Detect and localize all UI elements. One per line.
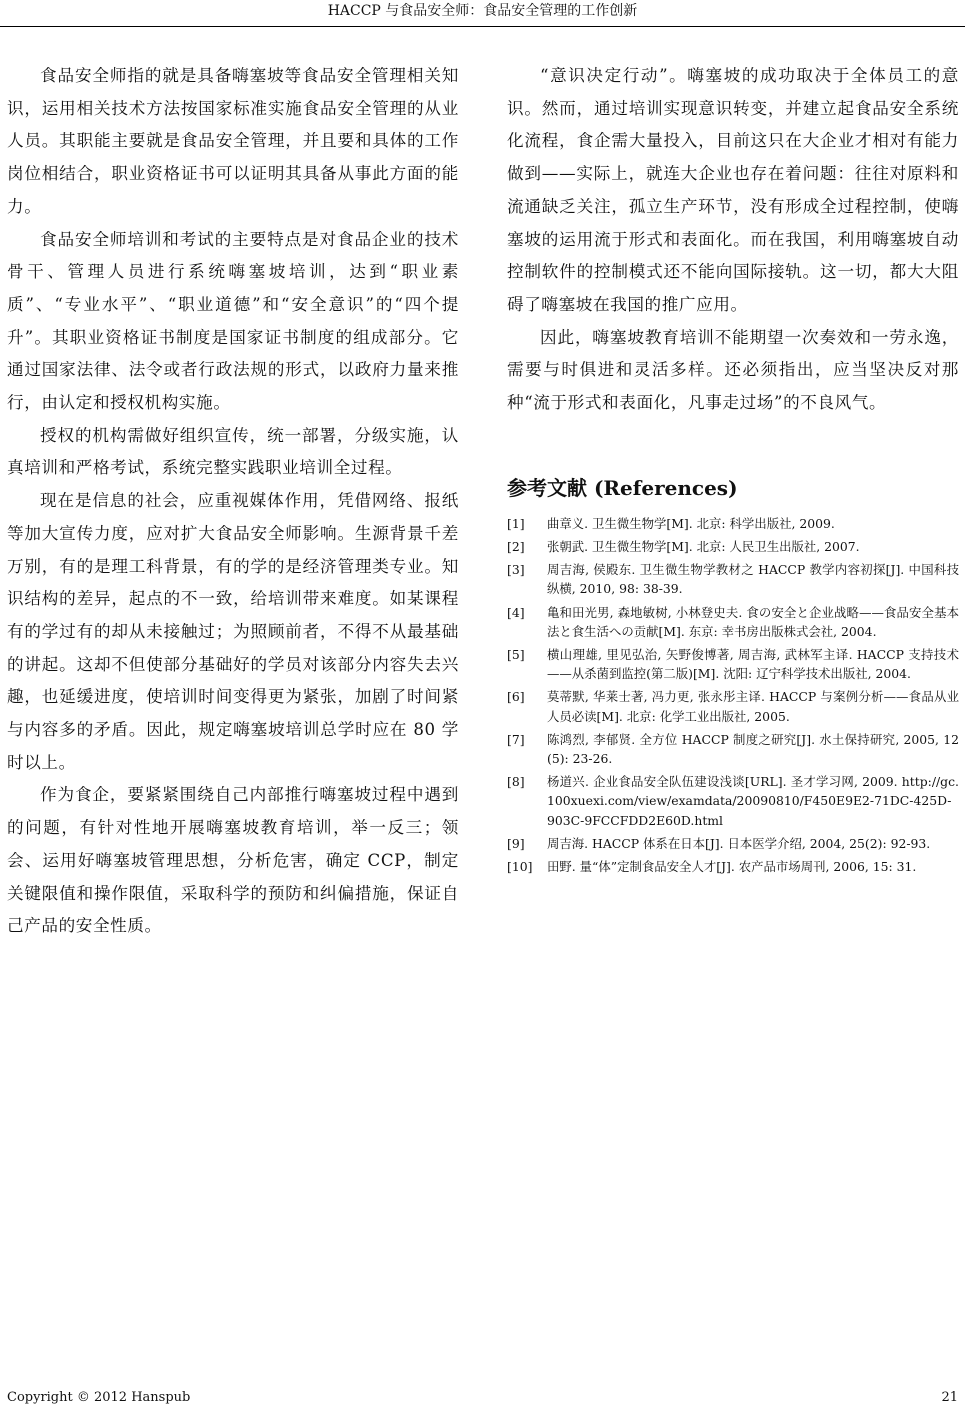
reference-number: [1]: [507, 515, 525, 531]
header-title: HACCP 与食品安全师：食品安全管理的工作创新: [327, 3, 638, 19]
reference-text: 张朝武. 卫生微生物学[M]. 北京: 人民卫生出版社, 2007.: [547, 538, 860, 554]
reference-text: 田野. 量“体”定制食品安全人才[J]. 农产品市场周刊, 2006, 15: 31.: [547, 858, 917, 874]
reference-number: [2]: [507, 538, 525, 554]
reference-item: [507, 645, 959, 683]
reference-item: [507, 730, 959, 768]
reference-item: [507, 834, 959, 853]
reference-item: [507, 537, 959, 556]
paragraph: 食品安全师指的就是具备嗨塞坡等食品安全管理相关知识，运用相关技术方法按国家标准实施食品安全管理的从业人员。其职能主要就是食品安全管理，并且要和具体的工作岗位相结合，职业资格证书可以证明其具备从事此方面的能力。: [7, 66, 459, 216]
reference-number: [7]: [507, 731, 525, 747]
reference-number: [10]: [507, 858, 533, 874]
left-column: [7, 60, 459, 943]
right-column: [507, 60, 959, 880]
reference-number: [8]: [507, 774, 525, 790]
reference-text: 横山理雄, 里见弘治, 矢野俊博著, 周吉海, 武林军主译. HACCP 支持技术——从杀菌到监控(第二版)[M]. 沈阳: 辽宁科学技术出版社, 2004.: [547, 646, 959, 682]
paragraph: “意识决定行动”。嗨塞坡的成功取决于全体员工的意识。然而，通过培训实现意识转变，并建立起食品安全系统化流程，食企需大量投入，目前这只在大企业才相对有能力做到——实际上，就连大企业也存在着问题：往往对原料和流通缺乏关注，孤立生产环节，没有形成全过程控制，使嗨塞坡的运用流于形式和表面化。而在我国，利用嗨塞坡自动控制软件的控制模式还不能向国际接轨。这一切，都大大阻碍了嗨塞坡在我国的推广应用。: [507, 66, 959, 314]
reference-number: [4]: [507, 604, 525, 620]
reference-number: [3]: [507, 562, 525, 578]
reference-text: 曲章义. 卫生微生物学[M]. 北京: 科学出版社, 2009.: [547, 515, 835, 531]
reference-text: 周吉海. HACCP 体系在日本[J]. 日本医学介绍, 2004, 25(2): 92-93.: [547, 835, 931, 851]
references-heading: 参考文献 (References): [507, 475, 738, 500]
copyright-notice: Copyright © 2012 Hanspub: [7, 1390, 191, 1405]
paragraph: 因此，嗨塞坡教育培训不能期望一次奏效和一劳永逸，需要与时俱进和灵活多样。还必须指出，应当坚决反对那种“流于形式和表面化，凡事走过场”的不良风气。: [507, 327, 959, 413]
reference-text: 陈鸿烈, 李郁贤. 全方位 HACCP 制度之研究[J]. 水土保持研究, 2005, 12(5): 23-26.: [547, 731, 959, 766]
reference-text: 莫蒂默, 华莱士著, 冯力更, 张永彤主译. HACCP 与案例分析——食品从业人员必读[M]. 北京: 化学工业出版社, 2005.: [547, 689, 959, 724]
reference-item: [507, 857, 959, 876]
reference-list: [507, 514, 959, 876]
reference-item: [507, 514, 959, 533]
reference-text: 杨道兴. 企业食品安全队伍建设浅谈[URL]. 圣才学习网, 2009. http://gc.100xuexi.com/view/examdata/20090810/F450E9E2-71DC-425D-903C-9FCCFDD2E60D.html: [547, 774, 959, 828]
reference-text: 亀和田光男, 森地敏树, 小林登史夫. 食の安全と企业战略——食品安全基本法と食生活への贡献[M]. 东京: 幸书房出版株式会社, 2004.: [547, 604, 959, 639]
reference-number: [9]: [507, 835, 525, 851]
reference-item: [507, 772, 959, 830]
running-header: [0, 0, 965, 27]
page-number: 21: [941, 1390, 958, 1405]
reference-number: [5]: [507, 646, 525, 662]
reference-text: 周吉海, 侯殿东. 卫生微生物学教材之 HACCP 教学内容初探[J]. 中国科技纵横, 2010, 98: 38-39.: [547, 562, 959, 597]
reference-item: [507, 603, 959, 641]
reference-item: [507, 687, 959, 725]
paragraph: 食品安全师培训和考试的主要特点是对食品企业的技术骨干、管理人员进行系统嗨塞坡培训，达到“职业素质”、“专业水平”、“职业道德”和“安全意识”的“四个提升”。其职业资格证书制度是国家证书制度的组成部分。它通过国家法律、法令或者行政法规的形式，以政府力量来推行，由认定和授权机构实施。: [7, 229, 459, 413]
paragraph: 现在是信息的社会，应重视媒体作用，凭借网络、报纸等加大宣传力度，应对扩大食品安全师影响。生源背景千差万别，有的是理工科背景，有的学的是经济管理类专业。知识结构的差异，起点的不一致，给培训带来难度。如某课程有的学过有的却从未接触过；为照顾前者，不得不从最基础的讲起。这却不但使部分基础好的学员对该部分内容失去兴趣，也延缓进度，使培训时间变得更为紧张，加剧了时间紧与内容多的矛盾。因此，规定嗨塞坡培训总学时应在 80 学时以上。: [7, 491, 459, 772]
reference-item: [507, 560, 959, 598]
reference-number: [6]: [507, 689, 525, 705]
paragraph: 作为食企，要紧紧围绕自己内部推行嗨塞坡过程中遇到的问题，有针对性地开展嗨塞坡教育培训，举一反三；领会、运用好嗨塞坡管理思想，分析危害，确定 CCP，制定关键限值和操作限值，采取科学的预防和纠偏措施，保证自己产品的安全性质。: [7, 785, 459, 936]
paragraph: 授权的机构需做好组织宣传，统一部署，分级实施，认真培训和严格考试，系统完整实践职业培训全过程。: [7, 425, 459, 478]
